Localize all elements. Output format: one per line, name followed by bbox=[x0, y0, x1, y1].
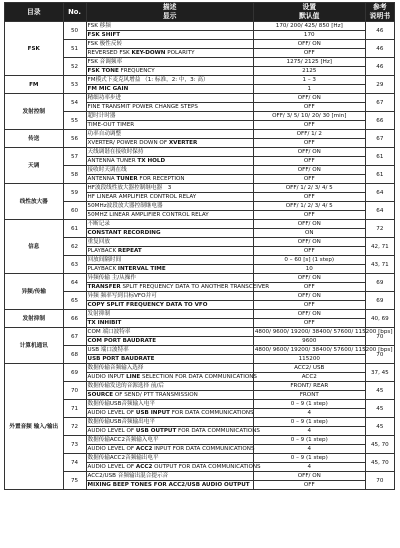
menu-number: 70 bbox=[63, 382, 86, 400]
description-chinese: 50MHz波段放大器控制继电器 bbox=[86, 202, 253, 211]
default-value: OFF bbox=[253, 103, 365, 112]
setting-range: 0 – 9 (1 step) bbox=[253, 436, 365, 445]
description-display bbox=[86, 373, 257, 382]
setting-range: OFF/ ON bbox=[253, 238, 365, 247]
category-cell: 传送 bbox=[5, 130, 64, 148]
description-display bbox=[86, 67, 253, 76]
menu-item-row bbox=[5, 130, 395, 139]
menu-number: 58 bbox=[63, 166, 86, 184]
menu-number: 63 bbox=[63, 256, 86, 274]
display-text-segment: FOR DATA COMMUNICATIONS bbox=[169, 410, 254, 416]
menu-number: 54 bbox=[63, 94, 86, 112]
setting-range: 0 – 9 (1 step) bbox=[253, 418, 365, 427]
display-text-segment: SOURCE bbox=[87, 392, 114, 398]
setting-range: OFF/ ON bbox=[253, 94, 365, 103]
setting-range: OFF/ ON bbox=[253, 220, 365, 229]
menu-item-row bbox=[5, 22, 395, 31]
category-cell: 线性放大器 bbox=[5, 184, 64, 220]
display-text-segment: KEY-DOWN bbox=[131, 50, 166, 56]
display-text-segment: FOR RECEPTION bbox=[137, 176, 185, 182]
default-value: 4 bbox=[253, 427, 365, 436]
manual-reference: 64 bbox=[365, 202, 394, 220]
description-display bbox=[86, 409, 253, 418]
menu-item-row bbox=[5, 112, 395, 121]
default-value: OFF bbox=[253, 481, 365, 490]
description-chinese: 天线调谐在接收时保持 bbox=[86, 148, 253, 157]
manual-reference: 45 bbox=[365, 418, 394, 436]
menu-item-row bbox=[5, 382, 395, 391]
header-desc-line1: 描述 bbox=[162, 3, 177, 11]
description-display bbox=[86, 193, 253, 202]
table-header bbox=[5, 3, 395, 22]
description-chinese: 接收时天调在线 bbox=[86, 166, 253, 175]
manual-reference: 61 bbox=[365, 148, 394, 166]
display-text-segment: CONSTANT RECORDING bbox=[87, 230, 161, 236]
setting-range: OFF/ ON bbox=[253, 310, 365, 319]
description-display bbox=[86, 427, 260, 436]
display-text-segment: FINE TRANSMIT POWER CHANGE STEPS bbox=[87, 104, 198, 110]
display-text-segment: FREQUENCY bbox=[118, 68, 155, 74]
manual-reference: 70 bbox=[365, 346, 394, 364]
menu-number: 57 bbox=[63, 148, 86, 166]
header-ref-line2: 说明书 bbox=[369, 12, 391, 20]
setting-range: 0 – 9 (1 step) bbox=[253, 454, 365, 463]
menu-number: 55 bbox=[63, 112, 86, 130]
display-text-segment: INPUT FOR DATA COMMUNICATIONS bbox=[152, 446, 255, 452]
default-value: OFF bbox=[253, 175, 365, 184]
menu-item-row bbox=[5, 76, 395, 85]
menu-number: 53 bbox=[63, 76, 86, 94]
setting-range: FRONT/ REAR bbox=[253, 382, 365, 391]
display-text-segment: OUTPUT FOR DATA COMMUNICATIONS bbox=[152, 464, 261, 470]
description-chinese: FSK 移频 bbox=[86, 22, 253, 31]
manual-reference: 72 bbox=[365, 220, 394, 238]
display-text-segment: USB PORT BAUDRATE bbox=[87, 356, 155, 362]
description-display bbox=[86, 391, 253, 400]
menu-number: 75 bbox=[63, 472, 86, 490]
description-display bbox=[86, 481, 253, 490]
manual-reference: 46 bbox=[365, 40, 394, 58]
default-value: 10 bbox=[253, 265, 365, 274]
setting-range: 0 – 9 (1 step) bbox=[253, 400, 365, 409]
category-cell: 异频/传输 bbox=[5, 274, 64, 310]
description-chinese: 发射抑制 bbox=[86, 310, 253, 319]
display-text-segment: FSK bbox=[87, 68, 102, 74]
manual-reference: 40, 69 bbox=[365, 310, 394, 328]
category-cell: FM bbox=[5, 76, 64, 94]
setting-range: 1275/ 2125 [Hz] bbox=[253, 58, 365, 67]
setting-range: OFF/ ON bbox=[253, 472, 365, 481]
description-display bbox=[86, 283, 270, 292]
category-cell: 信息 bbox=[5, 220, 64, 274]
description-display bbox=[86, 265, 253, 274]
description-display bbox=[86, 139, 253, 148]
menu-item-row bbox=[5, 220, 395, 229]
setting-range: OFF/ 1/ 2/ 3/ 4/ 5 bbox=[253, 202, 365, 211]
menu-number: 52 bbox=[63, 58, 86, 76]
display-text-segment: AUDIO LEVEL OF bbox=[87, 446, 136, 452]
display-text-segment: POLARITY bbox=[165, 50, 195, 56]
description-chinese: 数据传输发送的音源选择 前/后 bbox=[86, 382, 253, 391]
description-chinese: 异频传输 主/从操作 bbox=[86, 274, 253, 283]
display-text-segment: REPEAT bbox=[117, 248, 142, 254]
display-text-segment: AUDIO INPUT bbox=[87, 374, 127, 380]
menu-item-row bbox=[5, 454, 395, 463]
display-text-segment: 50MHZ LINEAR AMPLIFIER CONTROL RELAY bbox=[87, 212, 209, 218]
manual-reference: 43, 71 bbox=[365, 256, 394, 274]
menu-item-row bbox=[5, 202, 395, 211]
display-text-segment: AUDIO LEVEL OF bbox=[87, 410, 136, 416]
display-text-segment: TIME-OUT TIMER bbox=[87, 122, 135, 128]
display-text-segment: ACC2 bbox=[135, 464, 153, 470]
menu-number: 56 bbox=[63, 130, 86, 148]
menu-number: 62 bbox=[63, 238, 86, 256]
description-display bbox=[86, 157, 253, 166]
manual-reference: 70 bbox=[365, 472, 394, 490]
description-chinese: 数据传输音频输入选择 bbox=[86, 364, 253, 373]
menu-item-row bbox=[5, 328, 395, 337]
description-chinese: FSK 音调频率 bbox=[86, 58, 253, 67]
display-text-segment: ANTENNA bbox=[87, 176, 117, 182]
default-value: 4 bbox=[253, 409, 365, 418]
manual-reference: 45, 70 bbox=[365, 436, 394, 454]
display-text-segment: HF LINEAR AMPLIFIER CONTROL RELAY bbox=[87, 194, 197, 200]
manual-reference: 42, 71 bbox=[365, 238, 394, 256]
menu-item-row bbox=[5, 148, 395, 157]
default-value: 9600 bbox=[253, 337, 365, 346]
menu-item-row bbox=[5, 238, 395, 247]
description-chinese: 数据传输USB音频输出电平 bbox=[86, 418, 253, 427]
menu-number: 73 bbox=[63, 436, 86, 454]
display-text-segment: ANTENNA TUNER bbox=[87, 158, 138, 164]
description-chinese: ACC2/USB 音频输出混合提示音 bbox=[86, 472, 253, 481]
menu-number: 64 bbox=[63, 274, 86, 292]
menu-number: 74 bbox=[63, 454, 86, 472]
default-value: OFF bbox=[253, 211, 365, 220]
description-display bbox=[86, 121, 253, 130]
display-text-segment: TUNER bbox=[116, 176, 138, 182]
category-cell: 发射抑制 bbox=[5, 310, 64, 328]
default-value: 4 bbox=[253, 445, 365, 454]
description-display bbox=[86, 175, 253, 184]
manual-reference: 37, 45 bbox=[365, 364, 394, 382]
description-chinese: USB 端口波特率 bbox=[86, 346, 253, 355]
header-val-line1: 设置 bbox=[302, 3, 317, 11]
description-display bbox=[86, 463, 261, 472]
description-display bbox=[86, 49, 253, 58]
menu-item-row bbox=[5, 436, 395, 445]
header-ref-line1: 参考 bbox=[373, 3, 387, 11]
header-setting bbox=[253, 3, 365, 22]
manual-reference: 29 bbox=[365, 76, 394, 94]
header-category: 目录 bbox=[5, 3, 64, 22]
category-cell: 天调 bbox=[5, 148, 64, 184]
manual-reference: 70 bbox=[365, 328, 394, 346]
setting-range: 4800/ 9600/ 19200/ 38400/ 57600/ 115200 [bps] bbox=[254, 329, 393, 335]
menu-number: 68 bbox=[63, 346, 86, 364]
setting-range: OFF/ ON bbox=[253, 148, 365, 157]
description-display bbox=[86, 355, 253, 364]
menu-number: 67 bbox=[63, 328, 86, 346]
description-chinese: 功率自动调整 bbox=[86, 130, 253, 139]
default-value: 2125 bbox=[253, 67, 365, 76]
default-value: OFF bbox=[253, 301, 365, 310]
display-text-segment: INTERVAL TIME bbox=[117, 266, 166, 272]
category-cell: FSK bbox=[5, 22, 64, 76]
manual-reference: 69 bbox=[365, 274, 394, 292]
display-text-segment: REVERSED FSK bbox=[87, 50, 132, 56]
header-desc-line2: 显示 bbox=[162, 12, 177, 20]
menu-item-row bbox=[5, 94, 395, 103]
header-description bbox=[86, 3, 253, 22]
description-display bbox=[86, 31, 253, 40]
display-text-segment: ACC2 bbox=[135, 446, 153, 452]
display-text-segment: LINE bbox=[126, 374, 141, 380]
default-value: OFF bbox=[253, 121, 365, 130]
menu-item-row bbox=[5, 346, 395, 355]
description-chinese: FSK 极性反转 bbox=[86, 40, 253, 49]
default-value: 115200 bbox=[253, 355, 365, 364]
display-text-segment: XVERTER/ POWER DOWN OF bbox=[87, 140, 169, 146]
menu-number: 66 bbox=[63, 310, 86, 328]
setting-range: OFF/ 3/ 5/ 10/ 20/ 30 [min] bbox=[253, 112, 365, 121]
default-value: OFF bbox=[253, 283, 365, 292]
manual-reference: 67 bbox=[365, 94, 394, 112]
display-text-segment: XVERTER bbox=[168, 140, 198, 146]
manual-reference: 61 bbox=[365, 166, 394, 184]
manual-reference: 45 bbox=[365, 400, 394, 418]
display-text-segment: TRANSFER bbox=[87, 284, 121, 290]
menu-number: 50 bbox=[63, 22, 86, 40]
menu-item-row bbox=[5, 166, 395, 175]
menu-number: 60 bbox=[63, 202, 86, 220]
display-text-segment: MIXING BEEP TONES FOR ACC2/USB AUDIO OUTPUT bbox=[87, 482, 250, 488]
description-chinese: 精细功率步进 bbox=[86, 94, 253, 103]
header-val-line2: 默认值 bbox=[299, 12, 320, 20]
display-text-segment: COPY SPLIT FREQUENCY DATA TO VFO bbox=[87, 302, 208, 308]
setting-range: OFF/ ON bbox=[253, 292, 365, 301]
menu-number: 61 bbox=[63, 220, 86, 238]
manual-reference: 69 bbox=[365, 292, 394, 310]
menu-item-row bbox=[5, 292, 395, 301]
setting-range: OFF/ ON bbox=[253, 40, 365, 49]
description-display bbox=[86, 445, 253, 454]
default-value: OFF bbox=[253, 319, 365, 328]
setting-range: ACC2/ USB bbox=[253, 364, 365, 373]
description-chinese: 数据传输ACC2音频输入电平 bbox=[86, 436, 253, 445]
header-no: No. bbox=[63, 3, 86, 22]
default-value: OFF bbox=[253, 139, 365, 148]
default-value: 170 bbox=[253, 31, 365, 40]
menu-item-row bbox=[5, 40, 395, 49]
menu-item-row bbox=[5, 310, 395, 319]
menu-number: 69 bbox=[63, 364, 86, 382]
default-value: OFF bbox=[253, 157, 365, 166]
setting-range: 4800/ 9600/ 19200/ 38400/ 57600/ 115200 [bps] bbox=[254, 347, 393, 353]
setting-range: OFF/ ON bbox=[253, 166, 365, 175]
menu-item-row bbox=[5, 274, 395, 283]
category-cell: 计算机通讯 bbox=[5, 328, 64, 364]
menu-number: 59 bbox=[63, 184, 86, 202]
description-display bbox=[86, 211, 253, 220]
description-display bbox=[86, 85, 253, 94]
description-display bbox=[86, 337, 253, 346]
display-text-segment: AUDIO LEVEL OF bbox=[87, 464, 136, 470]
display-text-segment: TX HOLD bbox=[137, 158, 166, 164]
category-cell: 外置音频 输入/输出 bbox=[5, 364, 64, 490]
display-text-segment: PLAYBACK bbox=[87, 248, 118, 254]
default-value: FRONT bbox=[253, 391, 365, 400]
default-value: OFF bbox=[253, 247, 365, 256]
default-value: ACC2 bbox=[253, 373, 365, 382]
category-cell: 发射控制 bbox=[5, 94, 64, 130]
default-value: 1 bbox=[253, 85, 365, 94]
display-text-segment: AUDIO LEVEL OF bbox=[87, 428, 136, 434]
description-chinese: 数据传输USB音频输入电平 bbox=[86, 400, 253, 409]
display-text-segment: SELECTION FOR DATA COMMUNICATIONS bbox=[140, 374, 257, 380]
menu-number: 65 bbox=[63, 292, 86, 310]
display-text-segment: PLAYBACK bbox=[87, 266, 118, 272]
manual-reference: 46 bbox=[365, 58, 394, 76]
setting-range: 170/ 200/ 425/ 850 [Hz] bbox=[253, 22, 365, 31]
description-chinese: 不断记录 bbox=[86, 220, 253, 229]
setting-range: 0 – 60 [s] (1 step) bbox=[253, 256, 365, 265]
description-chinese: COM 端口波特率 bbox=[86, 328, 253, 337]
menu-item-row bbox=[5, 472, 395, 481]
manual-reference: 67 bbox=[365, 130, 394, 148]
description-chinese: 回放间隔时间 bbox=[86, 256, 253, 265]
display-text-segment: TX INHIBIT bbox=[87, 320, 122, 326]
display-text-segment: COM PORT BAUDRATE bbox=[87, 338, 157, 344]
display-text-segment: FM MIC GAIN bbox=[87, 86, 129, 92]
setting-range: 1 – 3 bbox=[253, 76, 365, 85]
table-body bbox=[5, 22, 395, 490]
default-value: OFF bbox=[253, 193, 365, 202]
display-text-segment: SPLIT FREQUENCY DATA TO ANOTHER TRANSCEIVER bbox=[120, 284, 270, 290]
menu-number: 71 bbox=[63, 400, 86, 418]
manual-reference: 66 bbox=[365, 112, 394, 130]
description-chinese: 数据传输ACC2音频输出电平 bbox=[86, 454, 253, 463]
header-reference bbox=[365, 3, 394, 22]
menu-item-row bbox=[5, 364, 395, 373]
manual-reference: 64 bbox=[365, 184, 394, 202]
default-value: ON bbox=[253, 229, 365, 238]
display-text-segment: USB OUTPUT bbox=[135, 428, 177, 434]
display-text-segment: TONE bbox=[101, 68, 119, 74]
description-chinese: HF波段线性放大器控制继电器 3 bbox=[86, 184, 253, 193]
description-display bbox=[86, 247, 253, 256]
menu-item-row bbox=[5, 184, 395, 193]
description-chinese: FM模式下麦克风增益 （1: 标准，2: 中，3: 高） bbox=[86, 76, 253, 85]
description-display bbox=[86, 319, 253, 328]
display-text-segment: FSK SHIFT bbox=[87, 32, 121, 38]
description-display bbox=[86, 301, 253, 310]
description-chinese: 异频 频率写到目标VFO并可 bbox=[86, 292, 253, 301]
setting-range: OFF/ 1/ 2 bbox=[253, 130, 365, 139]
setting-range: OFF/ 1/ 2/ 3/ 4/ 5 bbox=[253, 184, 365, 193]
display-text-segment: OF SEND/ PTT TRANSMISSION bbox=[113, 392, 198, 398]
description-chinese: 超时计时器 bbox=[86, 112, 253, 121]
menu-item-row bbox=[5, 256, 395, 265]
setting-range: OFF/ ON bbox=[253, 274, 365, 283]
description-chinese: 重复回放 bbox=[86, 238, 253, 247]
description-display bbox=[86, 103, 253, 112]
manual-reference: 45 bbox=[365, 382, 394, 400]
default-value: 4 bbox=[253, 463, 365, 472]
menu-item-row bbox=[5, 58, 395, 67]
menu-number: 51 bbox=[63, 40, 86, 58]
manual-reference: 45, 70 bbox=[365, 454, 394, 472]
manual-reference: 46 bbox=[365, 22, 394, 40]
menu-settings-table bbox=[4, 2, 395, 490]
menu-item-row bbox=[5, 418, 395, 427]
display-text-segment: USB INPUT bbox=[135, 410, 170, 416]
menu-item-row bbox=[5, 400, 395, 409]
menu-number: 72 bbox=[63, 418, 86, 436]
description-display bbox=[86, 229, 253, 238]
default-value: OFF bbox=[253, 49, 365, 58]
display-text-segment: FOR DATA COMMUNICATIONS bbox=[176, 428, 260, 434]
